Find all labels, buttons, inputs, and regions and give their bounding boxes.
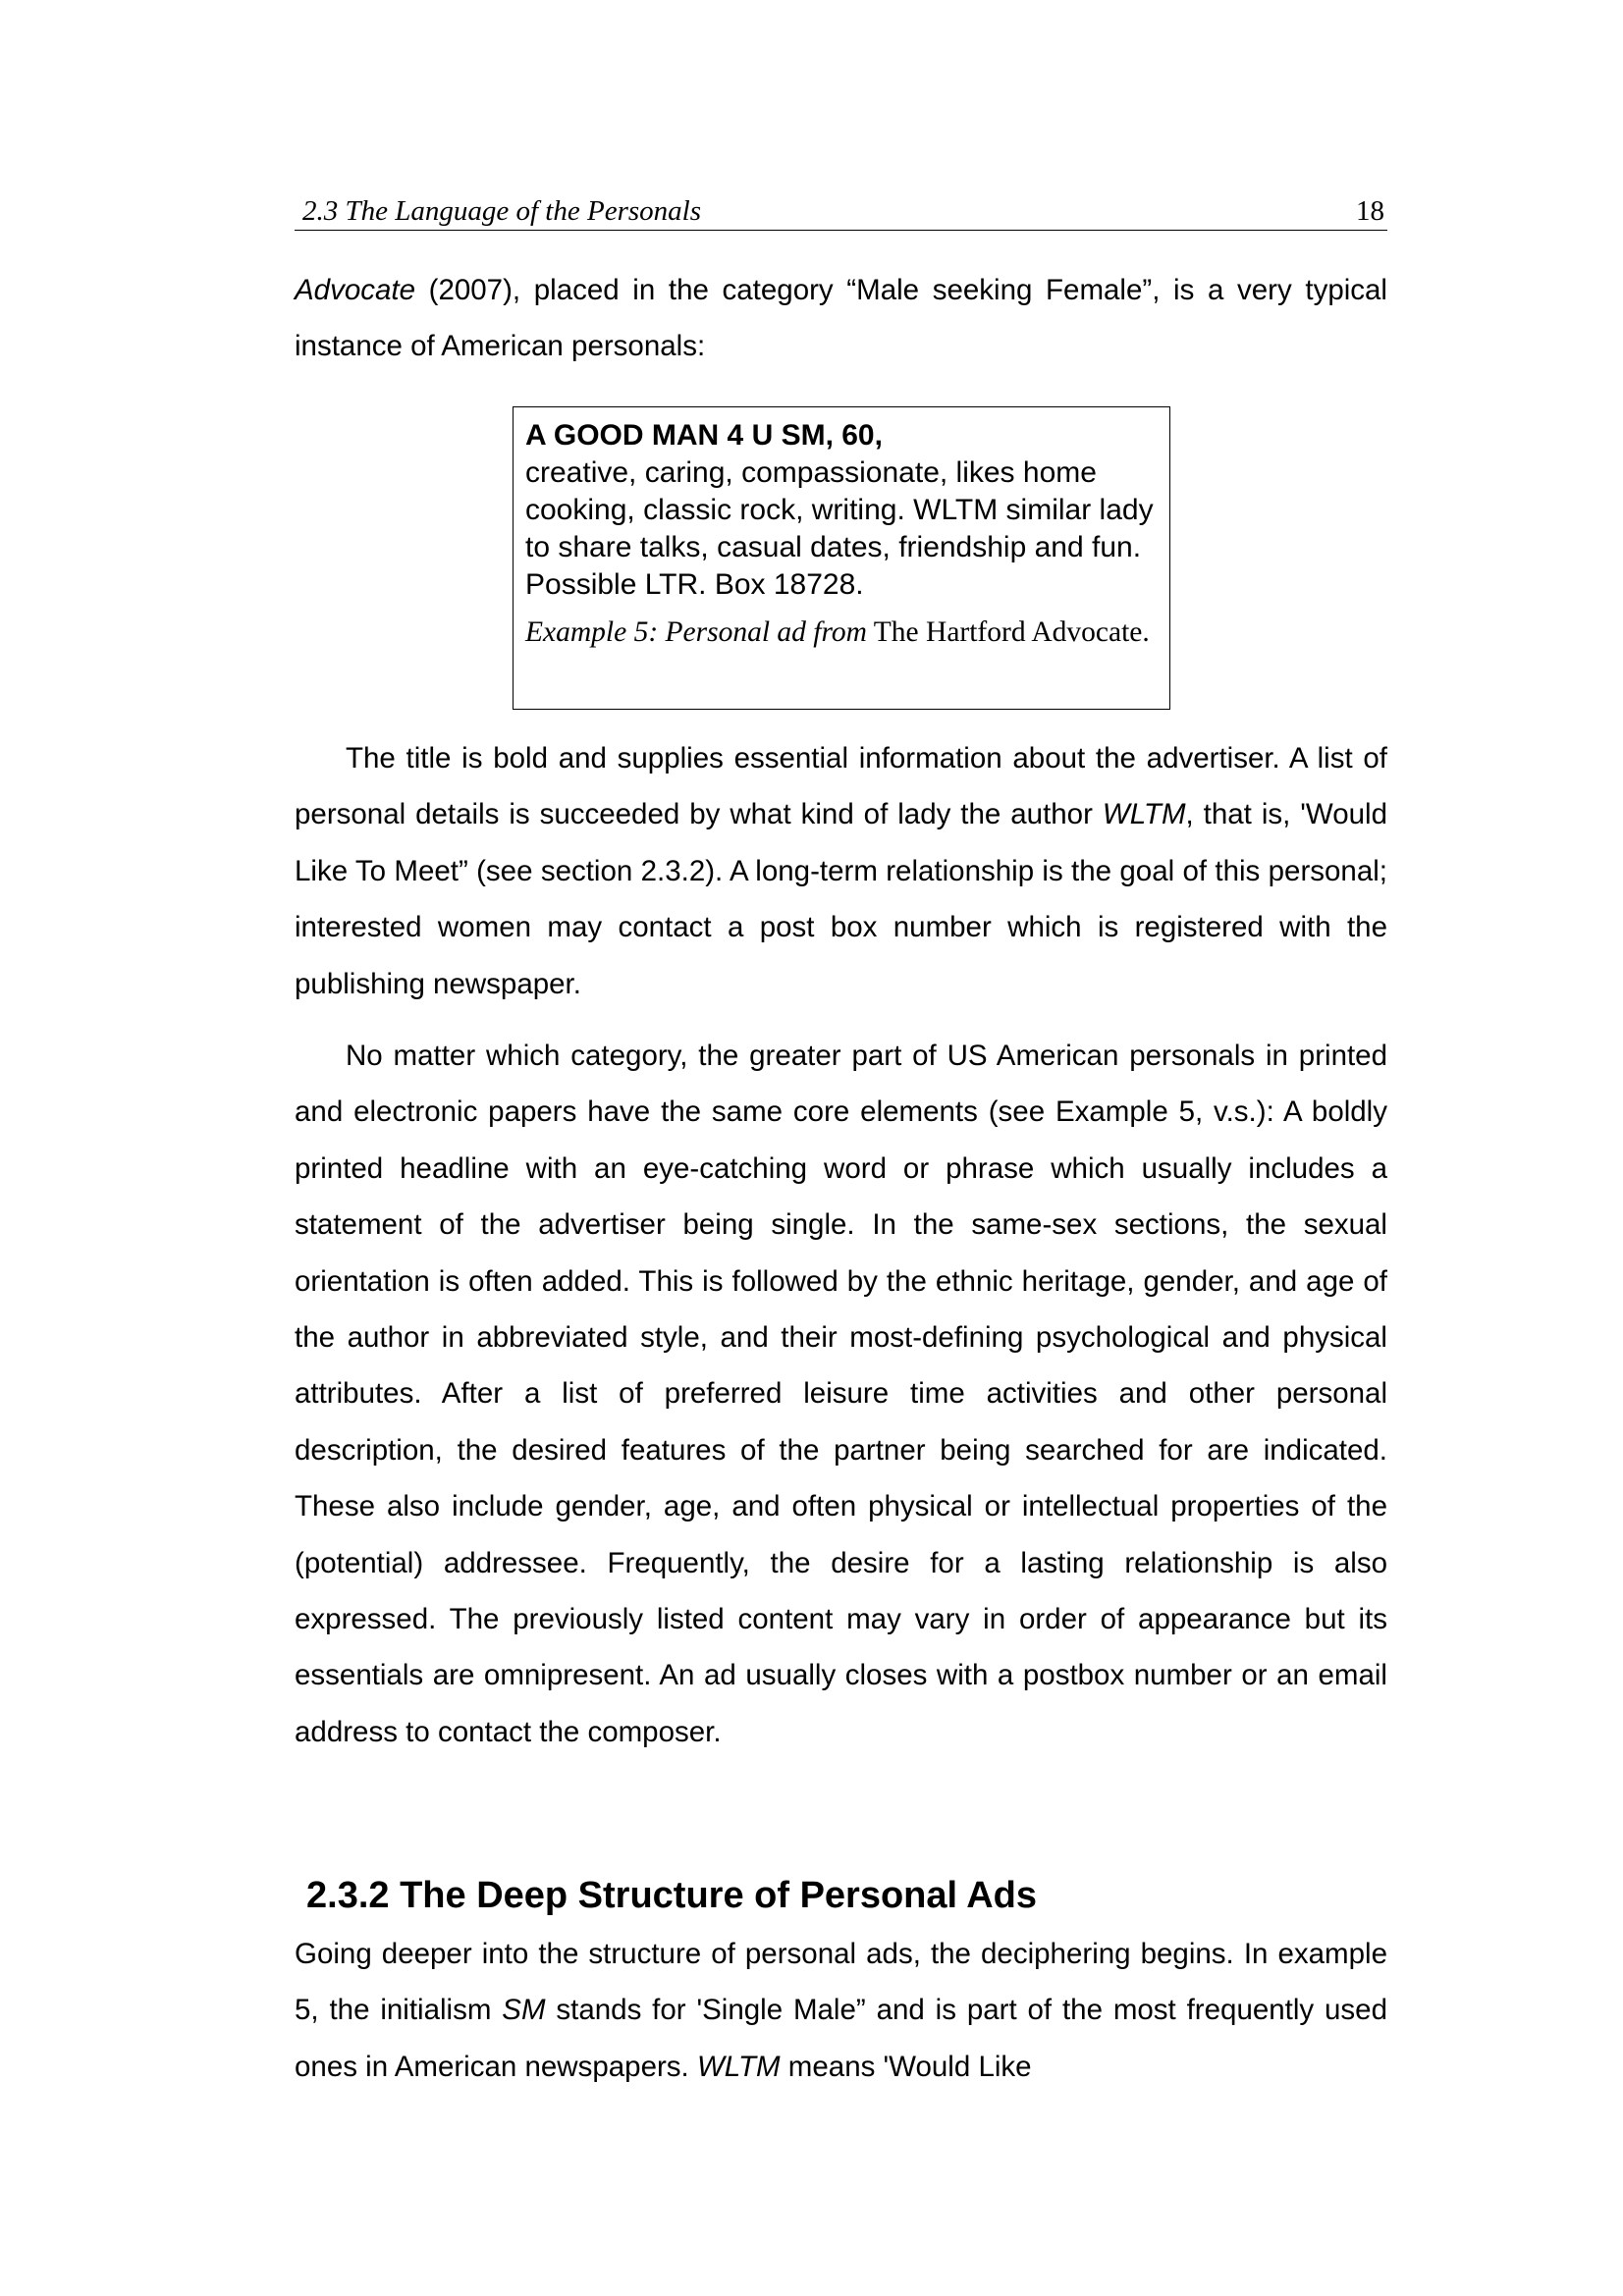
example-caption: [525, 613, 1159, 652]
paragraph-text: , that is, 'Would Like To Meet” (see section 2.3.2). A long-term relationship is the goal of this personal; interested women may contact a post box number which is registered with the publishing newspaper.: [295, 798, 1387, 1000]
intro-italic-source: Advocate: [295, 274, 415, 306]
paragraph-text: means 'Would Like: [780, 2050, 1032, 2083]
running-header: [295, 192, 1387, 231]
paragraph-deep-structure: [295, 1926, 1387, 2095]
intro-paragraph: [295, 262, 1387, 375]
paragraph-text: The title is bold and supplies essential information about the advertiser. A list of personal details is succeeded by what kind of lady the author: [295, 742, 1387, 831]
paragraph-title-description: [295, 730, 1387, 1012]
abbreviation-wltm: WLTM: [696, 2050, 781, 2083]
paragraph-text: Going deeper into the structure of personal ads, the deciphering begins. In example 5, the initialism: [295, 1938, 1387, 2027]
paragraph-core-elements: No matter which category, the greater part of US American personals in printed and electronic papers have the same core elements (see Example 5, v.s.): A boldly printed headline with an eye-catching word or phrase which usually includes a statement of the advertiser being single. In the same-sex sections, the sexual orientation is often added. This is followed by the ethnic heritage, gender, and age of the author in abbreviated style, and their most-defining psychological and physical attributes. After a list of preferred leisure time activities and other personal description, the desired features of the partner being searched for are indicated. These also include gender, age, and often physical or intellectual properties of the (potential) addressee. Frequently, the desire for a lasting relationship is also expressed. The previously listed content may vary in order of appearance but its essentials are omnipresent. An ad usually closes with a postbox number or an email address to contact the composer.: [295, 1040, 1387, 1748]
caption-source: The Hartford Advocate.: [866, 615, 1150, 648]
paragraph-text: stands for 'Single Male” and is part of the most frequently used ones in American newspapers.: [295, 1994, 1387, 2083]
page-number: 18: [1356, 195, 1384, 227]
ad-body-text: creative, caring, compassionate, likes home cooking, classic rock, writing. WLTM similar lady to share talks, casual dates, friendship and fun. Possible LTR. Box 18728.: [525, 455, 1154, 601]
caption-italic: Example 5: Personal ad from: [525, 615, 867, 648]
intro-text: (2007), placed in the category “Male seeking Female”, is a very typical instance of American personals:: [295, 274, 1387, 363]
running-header-title: 2.3 The Language of the Personals: [302, 195, 701, 227]
ad-headline: A GOOD MAN 4 U SM, 60,: [525, 419, 883, 452]
abbreviation-sm: SM: [502, 1994, 546, 2027]
section-heading: 2.3.2 The Deep Structure of Personal Ads: [306, 1875, 1038, 1916]
example-ad-box: [513, 406, 1170, 710]
abbreviation-wltm: WLTM: [1102, 798, 1186, 831]
